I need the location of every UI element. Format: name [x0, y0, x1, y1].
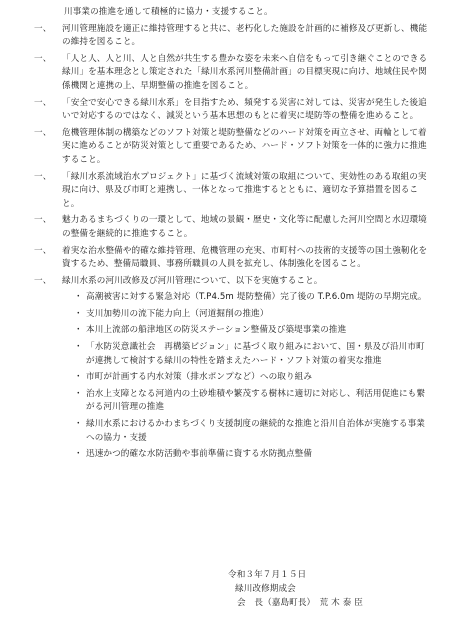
bullet-text: 「水防災意識社会 再構築ビジョン」に基づく取り組みにおいて、国・県及び沿川市町が連携して検討する緑川の特性を踏まえたハード・ソフト対策の着実な推進 [86, 342, 425, 366]
bullet-mark: ・ [74, 419, 83, 430]
resolution-item [0, 275, 452, 289]
signature-block [0, 569, 452, 611]
item-text: 魅力あるまちづくりの一環として、地域の景観・歴史・文化等に配慮した河川空間と水辺環境の整備を継続的に推進すること。 [62, 215, 427, 239]
bullet-text: 支川加勢川の流下能力向上（河道掘削の推進） [86, 308, 269, 319]
resolution-items [0, 23, 452, 289]
list-item [0, 418, 452, 445]
bullet-mark: ・ [74, 372, 83, 383]
resolution-item [0, 214, 452, 241]
list-item [0, 371, 452, 385]
item-text: 「人と人、人と川、人と自然が共生する豊かな姿を未来へ自信をもって引き継ぐことのできる緑川」を基本理念とし策定された「緑川水系河川整備計画」の目標実現に向け、地域住民や関係機関と連携の上、早期整備の推進を図ること。 [62, 53, 428, 91]
resolution-item [0, 97, 452, 124]
resolution-item [0, 127, 452, 168]
bullet-text: 高潮被害に対する緊急対応（T.P4.5m 堤防整備）完了後の T.P.6.0m 堤防の早期完成。 [86, 292, 427, 303]
bullet-mark: ・ [74, 449, 83, 460]
item-text: 河川管理施設を適正に維持管理すると共に、老朽化した施設を計画的に補修及び更新し、機能の維持を図ること。 [62, 23, 428, 48]
signature-organization: 緑川改修期成会 [235, 584, 296, 594]
signature-date: 令和３年７月１５日 [228, 570, 307, 580]
item-mark: 一、 [34, 127, 52, 138]
item-text: 危機管理体制の構築などのソフト対策と堤防整備などのハード対策を両立させ、両輪として着実に進めることが防災対策として重要であるため、ハード・ソフト対策を一体的に強力に推進すること。 [62, 127, 427, 165]
list-item [0, 448, 452, 462]
bullet-mark: ・ [74, 342, 83, 353]
item-mark: 一、 [34, 215, 52, 226]
resolution-item [0, 53, 452, 94]
list-item [0, 324, 452, 338]
bullet-text: 緑川水系におけるかわまちづくり支援制度の継続的な推進と沿川自治体が実施する事業への協力・支援 [86, 419, 425, 443]
item-mark: 一、 [34, 23, 52, 34]
bullet-mark: ・ [74, 308, 83, 319]
bullet-text: 治水上支障となる河道内の土砂堆積や繁茂する樹林に適切に対応し、利活用促進にも繋がる河川管理の推進 [86, 388, 426, 413]
signature-name: 会 長（嘉島町長） 荒 木 泰 臣 [237, 598, 363, 608]
item-mark: 一、 [34, 245, 52, 256]
bullet-mark: ・ [74, 325, 83, 336]
item-mark: 一、 [34, 275, 52, 286]
list-item [0, 341, 452, 368]
item-text: 着実な治水整備や的確な維持管理、危機管理の充実、市町村への技術的支援等の国土強靭化を資するため、整備局職員、事務所職員の人員を拡充し、体制強化を図ること。 [62, 245, 428, 270]
list-item [0, 388, 452, 415]
lead-paragraph: 川事業の推進を通して積極的に協力・支援すること。 [64, 7, 273, 17]
document-page [0, 6, 452, 640]
resolution-item [0, 23, 452, 50]
list-item [0, 308, 452, 322]
item-text: 緑川水系の河川改修及び河川管理について、以下を実施すること。 [62, 275, 323, 286]
resolution-item [0, 245, 452, 272]
resolution-item [0, 171, 452, 212]
bullet-text: 本川上流部の船津地区の防災ステーション整備及び築堤事業の推進 [86, 325, 347, 336]
item-text: 「安全で安心できる緑川水系」を目指すため、頻発する災害に対しては、災害が発生した後追いで対応するのではなく、減災という基本思想のもとに着実に堤防等の整備を進めること。 [62, 97, 427, 122]
item-mark: 一、 [34, 53, 52, 64]
bullet-mark: ・ [74, 292, 83, 303]
bullet-text: 市町が計画する内水対策（排水ポンプなど）への取り組み [86, 372, 313, 383]
bullet-mark: ・ [74, 388, 83, 399]
list-item [0, 291, 452, 305]
item-mark: 一、 [34, 97, 52, 108]
bullet-text: 迅速かつ的確な水防活動や事前準備に資する水防拠点整備 [86, 449, 313, 460]
item-text: 「緑川水系流域治水プロジェクト」に基づく流域対策の取組について、実効性のある取組の実現に向け、県及び市町と連携し、一体となって推進するとともに、適切な予算措置を図ること。 [62, 171, 427, 209]
implementation-list [0, 291, 452, 462]
item-mark: 一、 [34, 171, 52, 182]
